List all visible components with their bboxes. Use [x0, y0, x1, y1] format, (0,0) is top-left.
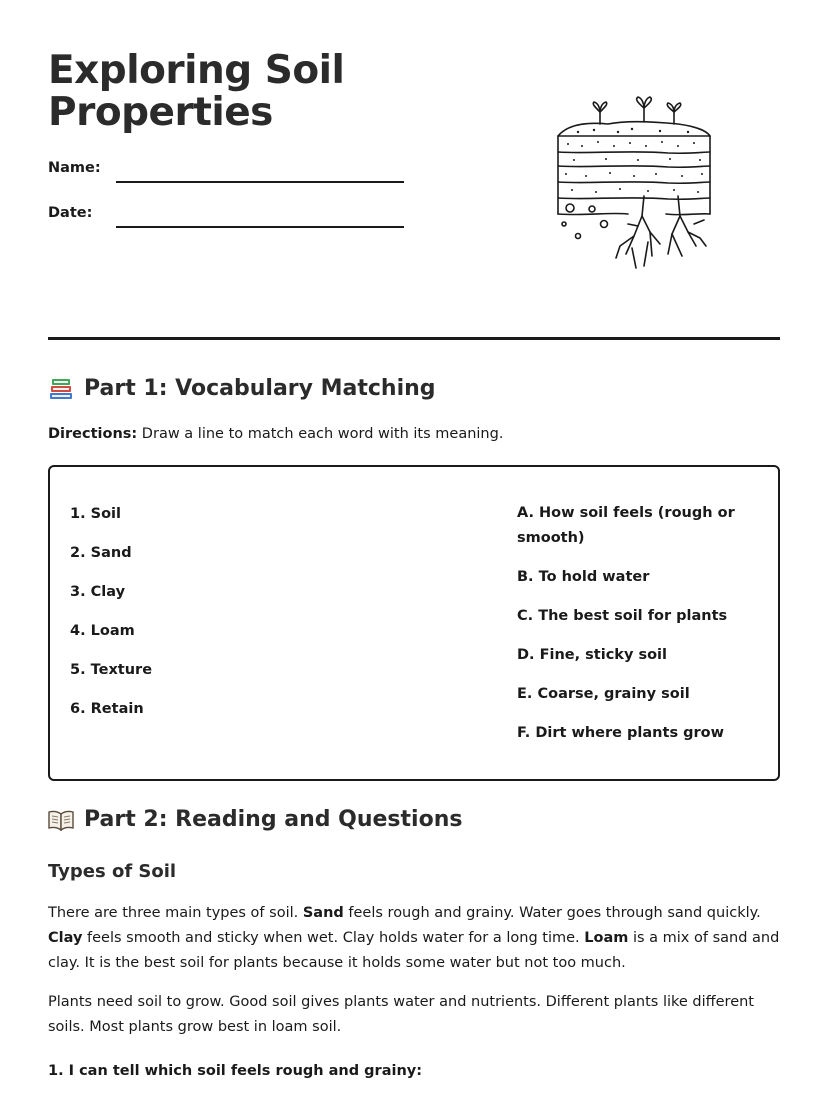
date-write-line[interactable] [116, 226, 404, 228]
books-icon [48, 377, 74, 401]
directions [48, 424, 503, 444]
vocab-meaning-a[interactable]: A. How soil feels (rough or smooth) [517, 505, 735, 546]
vocab-word-1[interactable]: 1. Soil [70, 506, 121, 522]
term-loam: Loam [584, 930, 629, 946]
question-1: 1. I can tell which soil feels rough and grainy: [48, 1063, 423, 1079]
date-label: Date: [48, 205, 93, 221]
vocab-word-3[interactable]: 3. Clay [70, 584, 126, 600]
reading-subheading: Types of Soil [48, 861, 177, 882]
name-write-line[interactable] [116, 181, 404, 183]
part1-heading [48, 375, 436, 403]
vocab-meaning-b[interactable]: B. To hold water [517, 569, 650, 585]
part1-heading-text: Part 1: Vocabulary Matching [84, 376, 436, 401]
directions-text: Draw a line to match each word with its meaning. [137, 426, 504, 442]
open-book-icon [48, 809, 74, 831]
vocab-meaning-c[interactable]: C. The best soil for plants [517, 608, 728, 624]
worksheet-title: Exploring Soil Properties [48, 48, 345, 135]
vocab-meaning-d[interactable]: D. Fine, sticky soil [517, 647, 667, 663]
vocab-word-6[interactable]: 6. Retain [70, 701, 144, 717]
reading-paragraph-1: There are three main types of soil. Sand feels rough and grainy. Water goes through sand quickly. Clay feels smooth and sticky when wet. Clay holds water for a long time. Loam is a mix of sand and clay. It is the best soil for plants because it holds some water but not too much. [48, 905, 780, 971]
vocab-word-4[interactable]: 4. Loam [70, 623, 135, 639]
part2-heading [48, 806, 462, 834]
vocab-word-2[interactable]: 2. Sand [70, 545, 132, 561]
term-sand: Sand [302, 905, 344, 921]
part2-heading-text: Part 2: Reading and Questions [84, 807, 463, 832]
directions-label: Directions: [48, 426, 138, 442]
name-label: Name: [48, 160, 101, 176]
vocab-meaning-f[interactable]: F. Dirt where plants grow [517, 725, 725, 741]
soil-layers-illustration [548, 96, 718, 272]
vocab-meaning-e[interactable]: E. Coarse, grainy soil [517, 686, 690, 702]
section-divider [48, 337, 780, 340]
reading-paragraph-2: Plants need soil to grow. Good soil gives plants water and nutrients. Different plants like different soils. Most plants grow best in loam soil. [48, 994, 754, 1035]
term-clay: Clay [48, 930, 83, 946]
vocab-word-5[interactable]: 5. Texture [70, 662, 153, 678]
